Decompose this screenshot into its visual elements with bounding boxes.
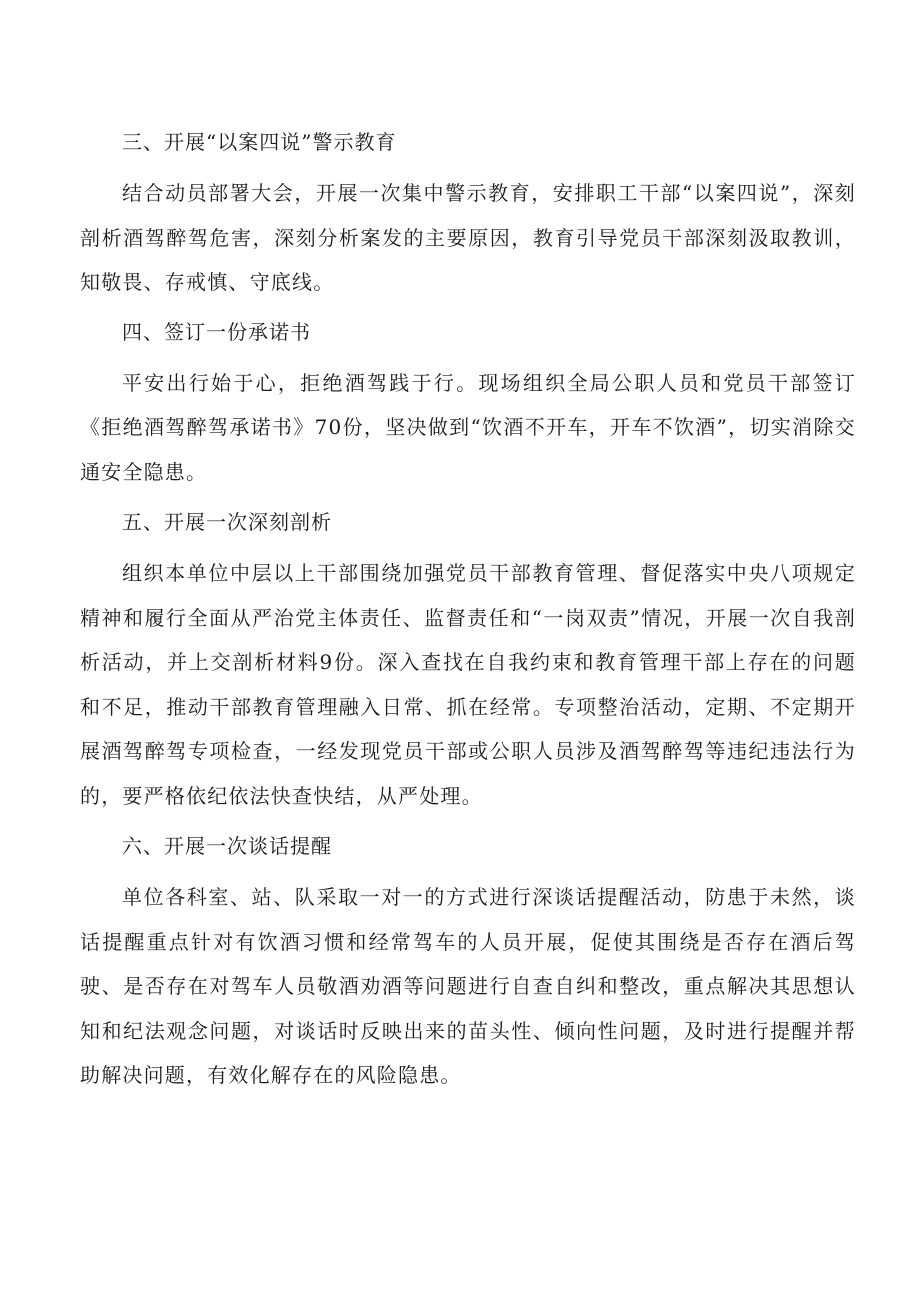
section-heading-5: 五、开展一次深刻剖析 [122, 510, 332, 534]
section-body-6: 单位各科室、站、队采取一对一的方式进行深谈话提醒活动，防患于未然，谈话提醒重点针对有饮酒习惯和经常驾车的人员开展，促使其围绕是否存在酒后驾驶、是否存在对驾车人员敬酒劝酒等问题进行自查自纠和整改，重点解决其思想认知和纪法观念问题，对谈话时反映出来的苗头性、倾向性问题，及时进行提醒并帮助解决问题，有效化解存在的风险隐患。 [80, 885, 856, 1087]
section-heading-4: 四、签订一份承诺书 [122, 319, 311, 344]
section-body-4: 平安出行始于心，拒绝酒驾践于行。现场组织全局公职人员和党员干部签订《拒绝酒驾醉驾承诺书》70份，坚决做到“饮酒不开车，开车不饮酒”，切实消除交通安全隐患。 [80, 370, 856, 484]
section-heading-3: 三、开展“以案四说”警示教育 [122, 130, 397, 154]
document-page [80, 120, 856, 1098]
section-heading-6: 六、开展一次谈话提醒 [122, 834, 332, 858]
section-body-3: 结合动员部署大会，开展一次集中警示教育，安排职工干部“以案四说”，深刻剖析酒驾醉驾危害，深刻分析案发的主要原因，教育引导党员干部深刻汲取教训，知敬畏、存戒慎、守底线。 [80, 181, 856, 294]
section-body-5: 组织本单位中层以上干部围绕加强党员干部教育管理、督促落实中央八项规定精神和履行全面从严治党主体责任、监督责任和“一岗双责”情况，开展一次自我剖析活动，并上交剖析材料9份。深入查找在自我约束和教育管理干部上存在的问题和不足，推动干部教育管理融入日常、抓在经常。专项整治活动，定期、不定期开展酒驾醉驾专项检查，一经发现党员干部或公职人员涉及酒驾醉驾等违纪违法行为的，要严格依纪依法快查快结，从严处理。 [80, 561, 856, 808]
